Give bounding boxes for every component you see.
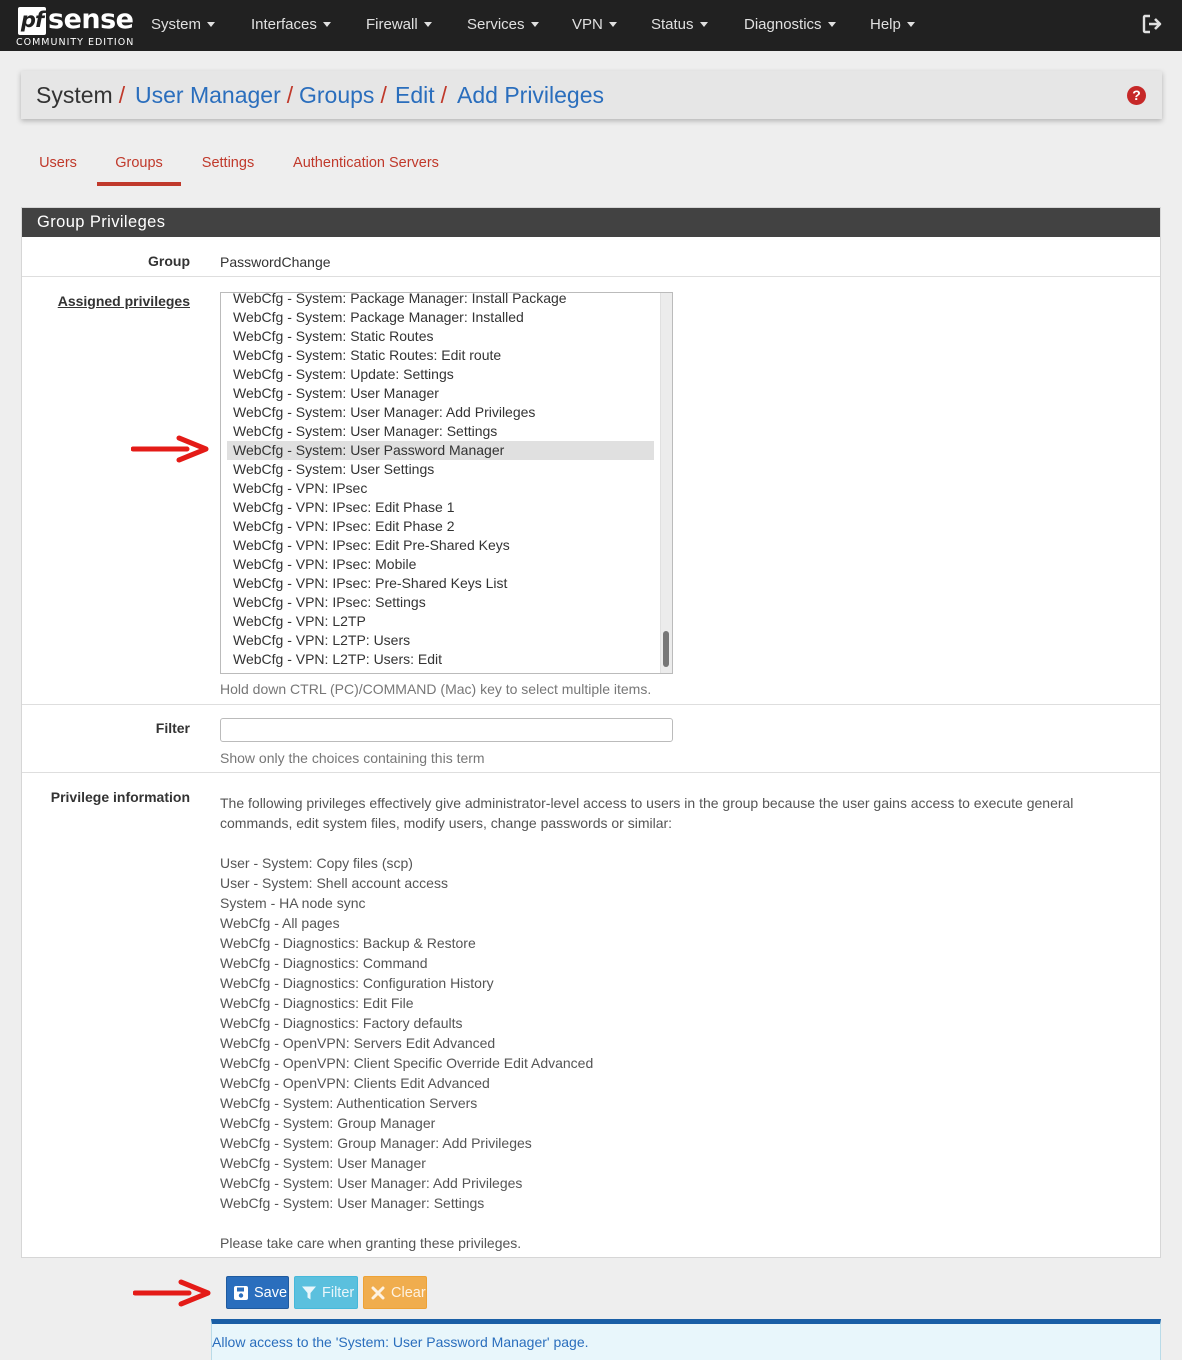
privilege-option[interactable]: WebCfg - System: User Password Manager xyxy=(227,441,654,460)
breadcrumb-link-label[interactable]: Add Privileges xyxy=(457,82,605,108)
nav-interfaces[interactable] xyxy=(251,0,331,51)
nav-label: Diagnostics xyxy=(744,16,822,33)
help-icon[interactable]: ? xyxy=(1127,86,1146,105)
privilege-info-intro: The following privileges effectively give administrator-level access to users in the group because the user gains access to execute general xyxy=(220,795,1074,811)
admin-privilege-item: WebCfg - System: User Manager: Add Privileges xyxy=(220,1175,523,1191)
nav-label: Interfaces xyxy=(251,16,317,33)
admin-privilege-item: WebCfg - Diagnostics: Configuration History xyxy=(220,975,494,991)
privilege-option[interactable]: WebCfg - VPN: L2TP xyxy=(233,613,366,629)
nav-label: Firewall xyxy=(366,16,418,33)
arrow-right-icon xyxy=(133,1278,211,1308)
close-icon xyxy=(370,1285,386,1301)
privilege-option[interactable]: WebCfg - System: Static Routes: Edit route xyxy=(233,347,502,363)
multi-select-hint: Hold down CTRL (PC)/COMMAND (Mac) key to select multiple items. xyxy=(220,681,652,697)
admin-privilege-item: WebCfg - Diagnostics: Command xyxy=(220,955,428,971)
admin-privilege-item: System - HA node sync xyxy=(220,895,366,911)
privilege-option[interactable]: WebCfg - System: User Settings xyxy=(233,461,435,477)
caret-down-icon xyxy=(609,22,617,27)
caret-down-icon xyxy=(828,22,836,27)
admin-privilege-item: User - System: Copy files (scp) xyxy=(220,855,413,871)
admin-privilege-item: WebCfg - Diagnostics: Factory defaults xyxy=(220,1015,463,1031)
nav-label: System xyxy=(151,16,202,33)
breadcrumb-link-label[interactable]: User Manager xyxy=(135,82,281,108)
assigned-privileges-label: Assigned privileges xyxy=(57,293,190,309)
logo-wordmark: sense xyxy=(48,4,134,35)
caret-down-icon xyxy=(700,22,708,27)
privilege-option[interactable]: WebCfg - VPN: IPsec: Edit Phase 1 xyxy=(233,499,455,515)
privilege-option[interactable]: WebCfg - VPN: IPsec: Edit Phase 2 xyxy=(233,518,455,534)
privilege-option[interactable]: WebCfg - VPN: IPsec xyxy=(233,480,368,496)
save-icon xyxy=(233,1285,249,1301)
breadcrumb-user-manager[interactable] xyxy=(135,71,293,119)
admin-privilege-item: WebCfg - System: User Manager xyxy=(220,1155,426,1171)
admin-privilege-item: WebCfg - All pages xyxy=(220,915,340,931)
privilege-description-bar xyxy=(211,1319,1161,1360)
panel-title: Group Privileges xyxy=(22,208,1160,237)
privilege-option-partial[interactable] xyxy=(227,669,654,674)
nav-vpn[interactable] xyxy=(572,0,617,51)
privilege-option[interactable]: WebCfg - VPN: IPsec: Mobile xyxy=(233,556,417,572)
nav-status[interactable] xyxy=(651,0,708,51)
filter-button-label: Filter xyxy=(322,1285,355,1301)
privilege-option[interactable]: WebCfg - System: User Manager: Settings xyxy=(233,423,498,439)
group-privileges-panel xyxy=(21,207,1161,1258)
nav-help[interactable] xyxy=(870,0,915,51)
filter-button[interactable] xyxy=(294,1276,358,1309)
privilege-option[interactable]: WebCfg - System: User Manager xyxy=(233,385,439,401)
nav-label: Services xyxy=(467,16,525,33)
top-navbar xyxy=(0,0,1182,51)
admin-privilege-item: WebCfg - OpenVPN: Client Specific Override Edit Advanced xyxy=(220,1055,594,1071)
clear-button[interactable] xyxy=(363,1276,427,1309)
save-button-label: Save xyxy=(254,1285,288,1301)
admin-privilege-item: WebCfg - OpenVPN: Servers Edit Advanced xyxy=(220,1035,496,1051)
caret-down-icon xyxy=(323,22,331,27)
caret-down-icon xyxy=(424,22,432,27)
breadcrumb-root-label: System xyxy=(36,82,113,108)
clear-button-label: Clear xyxy=(391,1285,426,1301)
breadcrumb-separator: / xyxy=(380,82,387,108)
edition-label: COMMUNITY EDITION xyxy=(16,37,135,48)
sign-out-icon[interactable] xyxy=(1141,13,1163,35)
nav-label: Help xyxy=(870,16,901,33)
privilege-option[interactable]: WebCfg - System: Update: Settings xyxy=(233,366,454,382)
row-divider xyxy=(22,704,1160,705)
privilege-option[interactable]: WebCfg - VPN: IPsec: Settings xyxy=(233,594,426,610)
nav-label: Status xyxy=(651,16,694,33)
listbox-scroll-thumb[interactable] xyxy=(663,631,669,667)
save-button[interactable] xyxy=(226,1276,289,1309)
filter-icon xyxy=(301,1285,317,1301)
admin-privilege-item: User - System: Shell account access xyxy=(220,875,448,891)
admin-privilege-item: WebCfg - System: User Manager: Settings xyxy=(220,1195,485,1211)
tab-authentication-servers[interactable]: Authentication Servers xyxy=(293,155,439,171)
filter-input[interactable] xyxy=(220,718,673,742)
nav-services[interactable] xyxy=(467,0,539,51)
privilege-info-label: Privilege information xyxy=(50,789,190,805)
breadcrumb-separator: / xyxy=(286,82,294,108)
nav-label: VPN xyxy=(572,16,603,33)
privilege-description-text: Allow access to the 'System: User Password Manager' page. xyxy=(212,1334,589,1350)
admin-privilege-item: WebCfg - System: Group Manager: Add Privileges xyxy=(220,1135,532,1151)
caret-down-icon xyxy=(207,22,215,27)
listbox-scrollbar[interactable] xyxy=(660,293,672,673)
breadcrumb-separator: / xyxy=(118,82,126,108)
nav-system[interactable] xyxy=(151,0,215,51)
admin-privilege-item: WebCfg - Diagnostics: Backup & Restore xyxy=(220,935,476,951)
admin-privilege-item: WebCfg - OpenVPN: Clients Edit Advanced xyxy=(220,1075,490,1091)
pfsense-logo[interactable] xyxy=(16,4,135,48)
privilege-option[interactable]: WebCfg - System: Package Manager: Install Package xyxy=(233,292,567,306)
breadcrumb-edit[interactable] xyxy=(395,71,447,119)
privileges-listbox[interactable] xyxy=(220,292,673,674)
caret-down-icon xyxy=(907,22,915,27)
nav-diagnostics[interactable] xyxy=(744,0,836,51)
admin-privilege-item: WebCfg - System: Authentication Servers xyxy=(220,1095,478,1111)
privilege-info-footer: Please take care when granting these privileges. xyxy=(220,1235,522,1251)
privilege-info-intro-cont: commands, edit system files, modify users, change passwords or similar: xyxy=(220,815,673,831)
row-divider xyxy=(22,276,1160,277)
privilege-option[interactable]: WebCfg - System: Static Routes xyxy=(233,328,434,344)
filter-label: Filter xyxy=(155,720,190,736)
privilege-option[interactable]: WebCfg - System: User Manager: Add Privileges xyxy=(233,404,536,420)
breadcrumb-groups[interactable] xyxy=(299,71,387,119)
breadcrumb-add-privileges[interactable] xyxy=(457,71,604,119)
admin-privilege-item: WebCfg - System: Group Manager xyxy=(220,1115,436,1131)
breadcrumb-link-label[interactable]: Groups xyxy=(299,82,375,108)
breadcrumb-root xyxy=(36,71,125,119)
nav-firewall[interactable] xyxy=(366,0,432,51)
breadcrumb-link-label[interactable]: Edit xyxy=(395,82,435,108)
group-label: Group xyxy=(148,253,190,269)
tab-users[interactable]: Users xyxy=(39,155,77,171)
breadcrumb-separator: / xyxy=(440,82,448,108)
privilege-option[interactable]: WebCfg - System: Package Manager: Installed xyxy=(233,309,524,325)
admin-privilege-item: WebCfg - Diagnostics: Edit File xyxy=(220,995,414,1011)
row-divider xyxy=(22,772,1160,773)
privilege-option[interactable]: WebCfg - VPN: IPsec: Pre-Shared Keys List xyxy=(233,575,508,591)
privilege-option[interactable]: WebCfg - VPN: L2TP: Users xyxy=(233,632,411,648)
privilege-option[interactable]: WebCfg - VPN: IPsec: Edit Pre-Shared Keys xyxy=(233,537,510,553)
tab-groups[interactable]: Groups xyxy=(97,146,181,186)
arrow-right-icon xyxy=(131,434,209,464)
caret-down-icon xyxy=(531,22,539,27)
privilege-option[interactable]: WebCfg - VPN: L2TP: Users: Edit xyxy=(233,651,443,667)
logo-pf-mark: pf xyxy=(18,7,46,35)
group-value: PasswordChange xyxy=(220,254,331,270)
filter-hint: Show only the choices containing this term xyxy=(220,750,485,766)
tab-settings[interactable]: Settings xyxy=(201,155,255,171)
